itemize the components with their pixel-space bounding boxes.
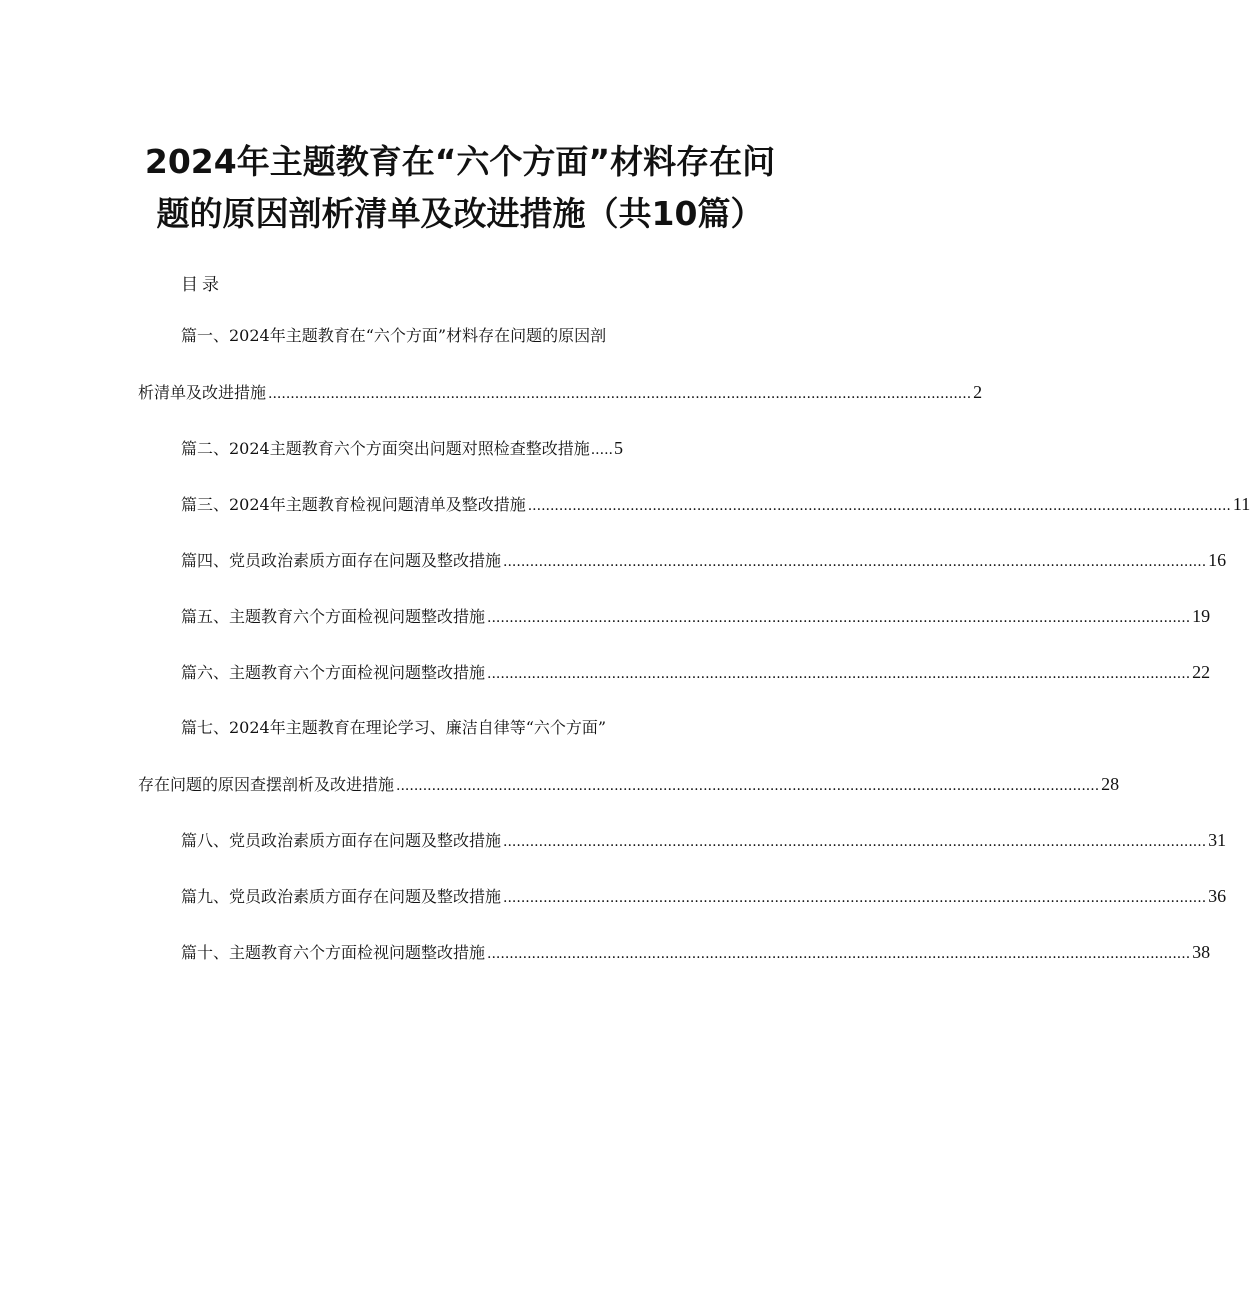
document-title: [120, 136, 800, 240]
toc-leader-dots: ..............................................................................................................................................................: [487, 610, 1191, 626]
toc-page-number: 28: [1101, 774, 1120, 794]
toc-entry-5[interactable]: [181, 602, 1211, 630]
toc-leader-dots: ..............................................................................................................................................................: [503, 890, 1207, 906]
toc-page-number: 5: [614, 438, 623, 458]
toc-entry-1-line-1[interactable]: 篇一、2024年主题教育在“六个方面”材料存在问题的原因剖: [181, 326, 607, 345]
toc-leader-dots: ..............................................................................................................................................................: [396, 778, 1100, 794]
toc-entry-7-line-2: 存在问题的原因查摆剖析及改进措施: [138, 775, 395, 794]
title-line-1: 2024年主题教育在“六个方面”材料存在问: [144, 142, 776, 181]
toc-entry-text: 篇九、党员政治素质方面存在问题及整改措施: [181, 887, 502, 906]
toc-entry-text: 篇五、主题教育六个方面检视问题整改措施: [181, 607, 486, 626]
toc-entry-text: 篇十、主题教育六个方面检视问题整改措施: [181, 943, 486, 962]
toc-entry-7-line-1[interactable]: 篇七、2024年主题教育在理论学习、廉洁自律等“六个方面”: [181, 718, 607, 737]
toc-leader-dots: ..............................................................................................................................................................: [527, 498, 1231, 514]
toc-leader-dots: ..............................................................................................................................................................: [487, 666, 1191, 682]
toc-entry-8[interactable]: [181, 826, 1227, 854]
title-line-2: 题的原因剖析清单及改进措施（共10篇）: [156, 194, 764, 233]
toc-entry-1[interactable]: [138, 378, 983, 406]
toc-leader-dots: .....: [590, 442, 613, 458]
toc-entry-7[interactable]: [138, 770, 1120, 798]
toc-entry-text: 篇三、2024年主题教育检视问题清单及整改措施: [181, 495, 526, 514]
toc-entry-9[interactable]: [181, 882, 1227, 910]
toc-entry-6[interactable]: [181, 658, 1211, 686]
toc-page-number: 38: [1192, 942, 1211, 962]
toc-leader-dots: ..............................................................................................................................................................: [268, 386, 972, 402]
toc-entry-4[interactable]: [181, 546, 1227, 574]
toc-page-number: 16: [1208, 550, 1227, 570]
toc-page-number: 19: [1192, 606, 1211, 626]
toc-entry-2[interactable]: [181, 434, 623, 462]
toc-leader-dots: ..............................................................................................................................................................: [503, 834, 1207, 850]
toc-page-number: 2: [973, 382, 983, 402]
toc-page-number: 22: [1192, 662, 1211, 682]
toc-entry-text: 篇四、党员政治素质方面存在问题及整改措施: [181, 551, 502, 570]
toc-entry-10[interactable]: [181, 938, 1211, 966]
toc-entry-text: 篇六、主题教育六个方面检视问题整改措施: [181, 663, 486, 682]
toc-page-number: 31: [1208, 830, 1227, 850]
toc-leader-dots: ..............................................................................................................................................................: [503, 554, 1207, 570]
toc-page-number: 11: [1232, 494, 1250, 514]
toc-entry-text: 篇二、2024主题教育六个方面突出问题对照检查整改措施: [181, 439, 590, 458]
toc-page-number: 36: [1208, 886, 1227, 906]
toc-entry-3[interactable]: [181, 490, 1250, 518]
toc-leader-dots: ..............................................................................................................................................................: [487, 946, 1191, 962]
toc-entry-1-line-2: 析清单及改进措施: [138, 383, 267, 402]
toc-heading: 目录: [181, 275, 223, 295]
toc-entry-text: 篇八、党员政治素质方面存在问题及整改措施: [181, 831, 502, 850]
